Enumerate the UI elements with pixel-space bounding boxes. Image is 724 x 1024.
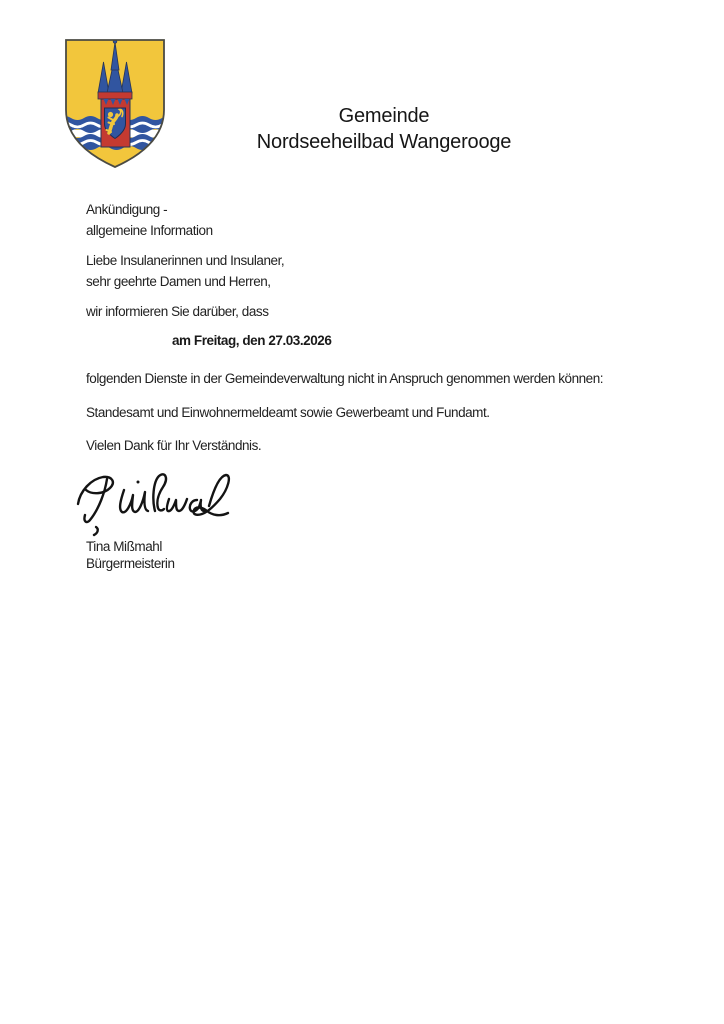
signer-title: Bürgermeisterin: [86, 556, 175, 571]
subject-line1: Ankündigung -: [86, 202, 168, 217]
subject-line2: allgemeine Information: [86, 223, 213, 238]
org-name-line1: Gemeinde: [338, 105, 430, 127]
signature-scribble: [68, 466, 236, 538]
signature-block: [68, 466, 236, 538]
letterhead: [22, 103, 724, 155]
signer-name: Tina Mißmahl: [86, 539, 162, 554]
closing-paragraph: Vielen Dank für Ihr Verständnis.: [86, 438, 262, 453]
signer-block: [86, 538, 175, 572]
body-paragraph-1: folgenden Dienste in der Gemeindeverwaltung nicht in Anspruch genommen werden können:: [86, 371, 604, 386]
salutation-block: [86, 250, 284, 292]
intro-paragraph: wir informieren Sie darüber, dass: [86, 304, 269, 319]
subject-block: [86, 199, 213, 241]
highlight-date: am Freitag, den 27.03.2026: [172, 333, 332, 348]
tower-cornice: [98, 92, 132, 99]
org-name-line2: Nordseeheilbad Wangerooge: [256, 131, 512, 153]
salutation-line2: sehr geehrte Damen und Herren,: [86, 274, 271, 289]
salutation-line1: Liebe Insulanerinnen und Insulaner,: [86, 253, 285, 268]
body-paragraph-2: Standesamt und Einwohnermeldeamt sowie Gewerbeamt und Fundamt.: [86, 405, 490, 420]
